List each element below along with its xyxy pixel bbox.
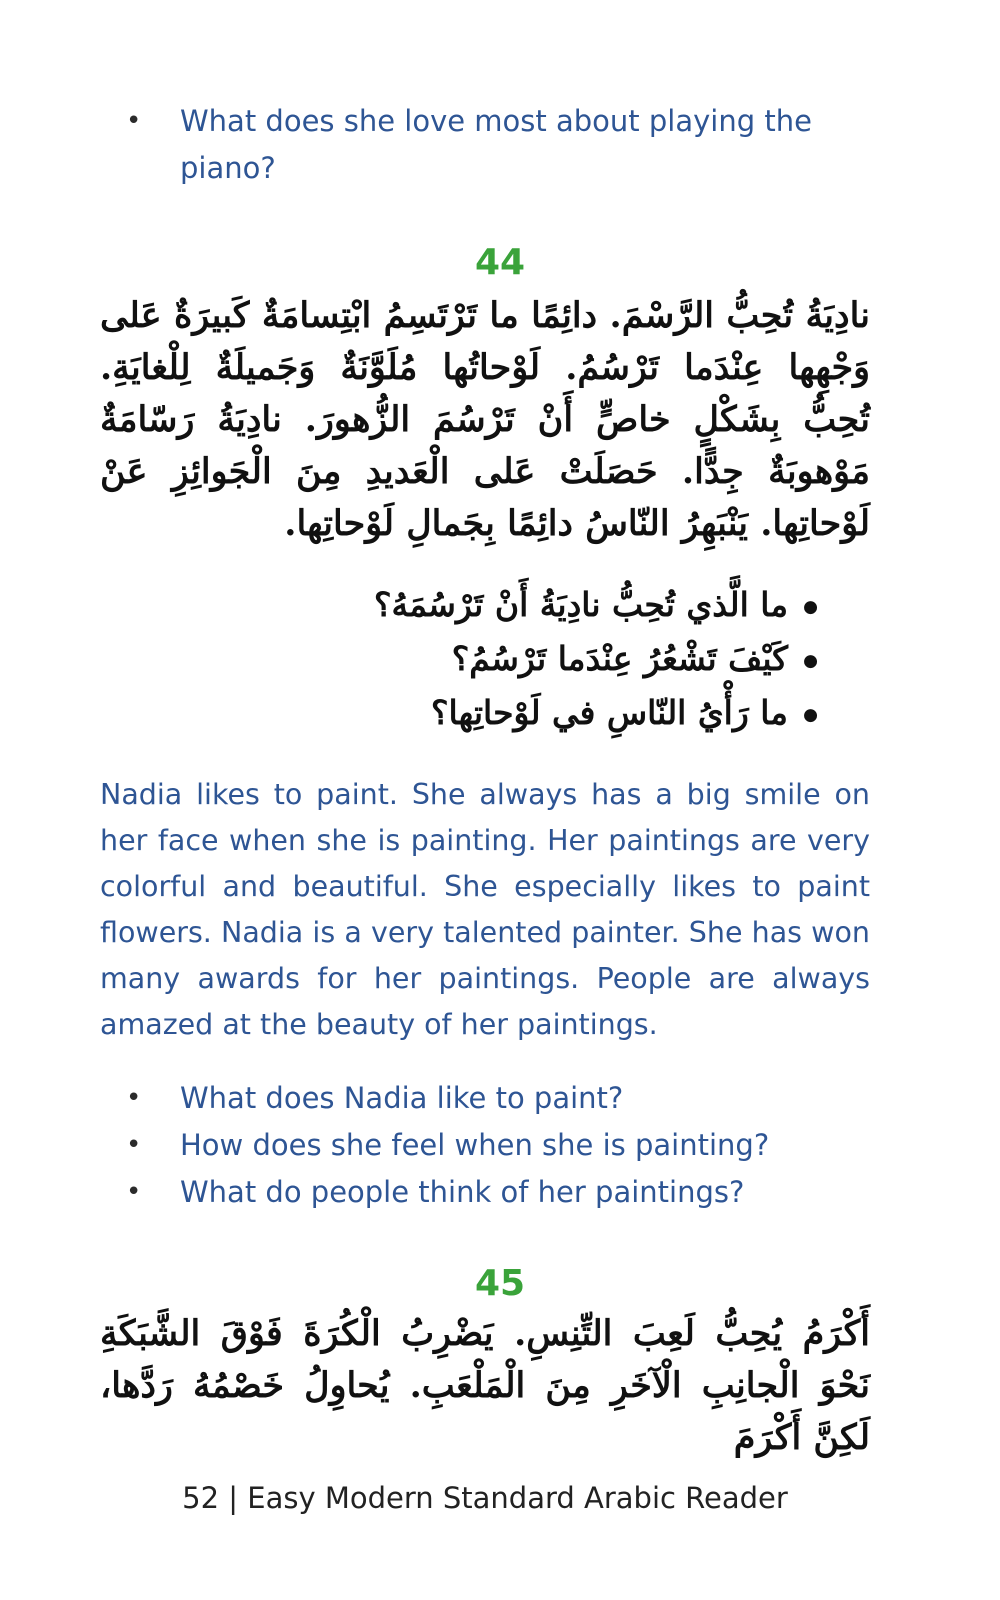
english-question: • How does she feel when she is painting? [100, 1122, 870, 1169]
arabic-question: ● ما الَّذي تُحِبُّ نادِيَةُ أَنْ تَرْسُمَهُ؟ [100, 578, 870, 632]
story-44-english-translation: Nadia likes to paint. She always has a big smile on her face when she is painting. Her paintings are very colorful and beautiful. She especially likes to paint flowers. Nadia is a very talented painter. She has won many awards for her paintings. People are always amazed at the beauty of her paintings. [100, 778, 870, 1041]
english-question: • What does she love most about playing the piano? [100, 98, 870, 192]
english-question: • What do people think of her paintings? [100, 1169, 870, 1216]
english-question: • What does Nadia like to paint? [100, 1075, 870, 1122]
story-44-english-questions [100, 1075, 870, 1216]
story-45-arabic-text: أَكْرَمُ يُحِبُّ لَعِبَ التِّنِسِ. يَضْرِبُ الْكُرَةَ فَوْقَ الشَّبَكَةِ نَحْوَ الْجانِبِ الْآخَرِ مِنَ الْمَلْعَبِ. يُحاوِلُ خَصْمُهُ رَدَّها، لَكِنَّ أَكْرَمَ [100, 1313, 870, 1458]
arabic-question: ● ما رَأْيُ النّاسِ في لَوْحاتِها؟ [100, 686, 870, 740]
previous-story-english-questions [100, 98, 870, 192]
page-footer: 52 | Easy Modern Standard Arabic Reader [182, 1481, 788, 1515]
story-number-45: 45 [474, 1263, 526, 1304]
story-44-arabic-questions [100, 578, 870, 740]
story-44-arabic-text: نادِيَةُ تُحِبُّ الرَّسْمَ. دائِمًا ما تَرْتَسِمُ ابْتِسامَةٌ كَبيرَةٌ عَلى وَجْهِها عِنْدَما تَرْسُمُ. لَوْحاتُها مُلَوَّنَةٌ وَجَميلَةٌ لِلْغايَةِ. تُحِبُّ بِشَكْلٍ خاصٍّ أَنْ تَرْسُمَ الزُّهورَ. نادِيَةُ رَسّامَةٌ مَوْهوبَةٌ جِدًّا. حَصَلَتْ عَلى الْعَديدِ مِنَ الْجَوائِزِ عَنْ لَوْحاتِها. يَنْبَهِرُ النّاسُ دائِمًا بِجَمالِ لَوْحاتِها. [100, 295, 870, 544]
story-number-44: 44 [474, 242, 526, 283]
arabic-question: ● كَيْفَ تَشْعُرُ عِنْدَما تَرْسُمُ؟ [100, 632, 870, 686]
